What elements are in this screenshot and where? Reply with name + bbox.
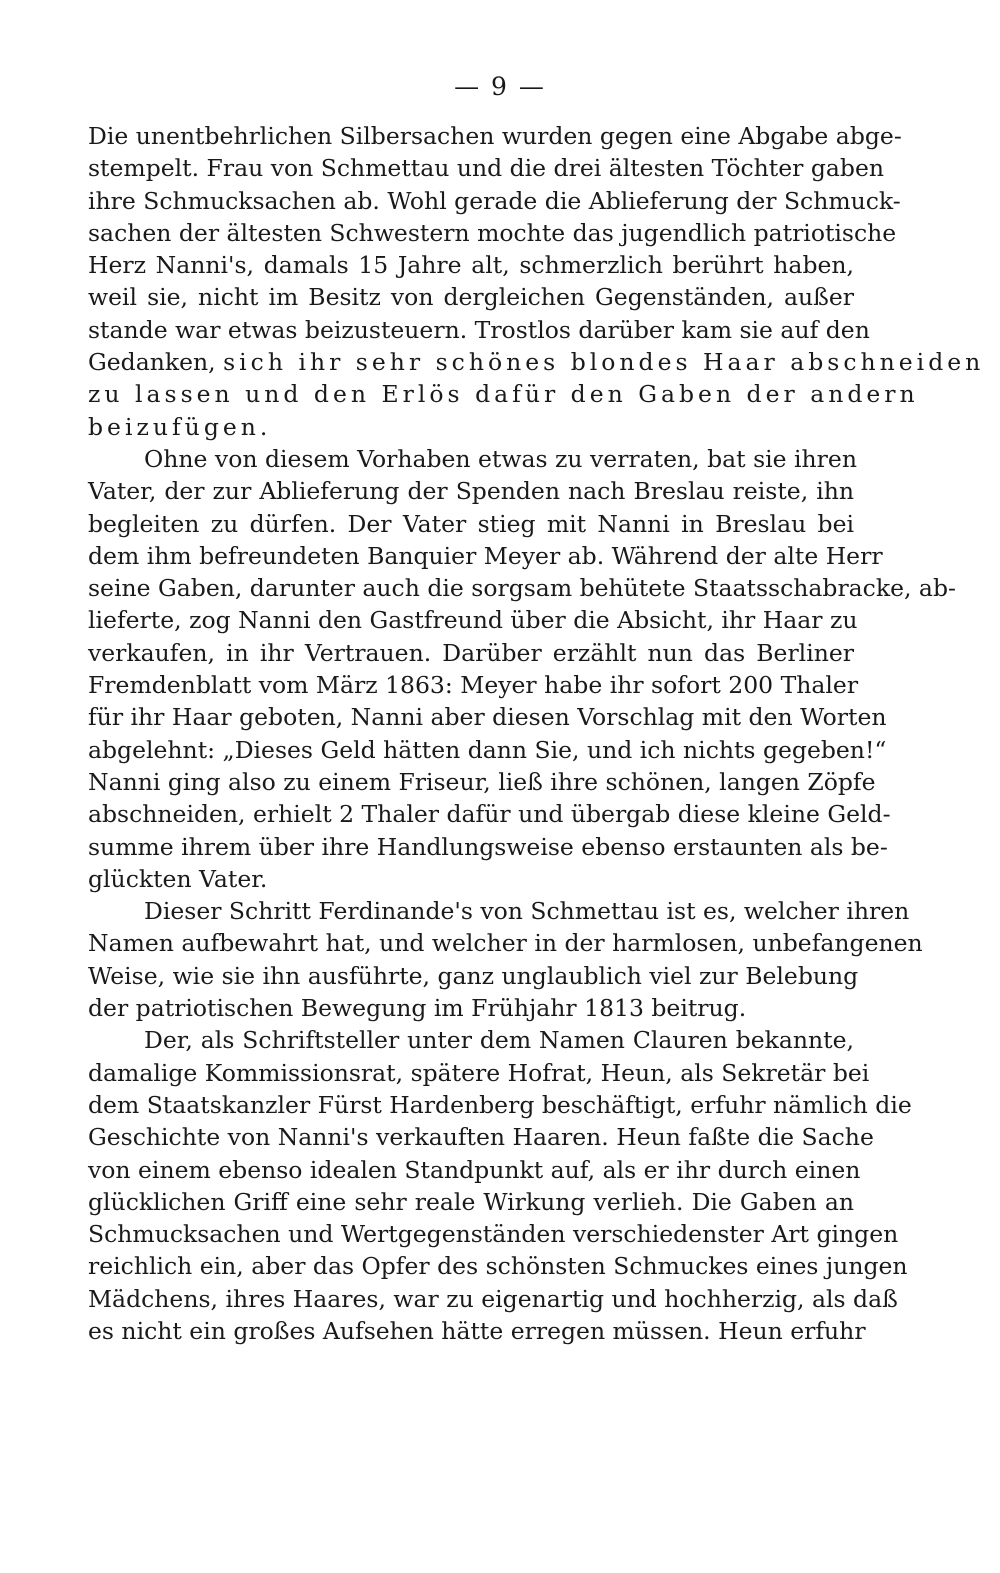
text-line: Weise, wie sie ihn ausführte, ganz unglaublich viel zur Belebung [88, 961, 859, 990]
text-line: abgelehnt: „Dieses Geld hätten dann Sie, und ich nichts gegeben!“ [88, 735, 887, 764]
text-line: dem ihm befreundeten Banquier Meyer ab. Während der alte Herr [88, 541, 883, 570]
text-line: Schmucksachen und Wertgegenständen verschiedenster Art gingen [88, 1220, 899, 1249]
text-line: Mädchens, ihres Haares, war zu eigenartig und hochherzig, als daß [88, 1284, 898, 1313]
text-line: damalige Kommissionsrat, spätere Hofrat, Heun, als Sekretär bei [88, 1058, 870, 1087]
text-line: glückten Vater. [88, 864, 268, 893]
text-line: es nicht ein großes Aufsehen hätte erregen müssen. Heun erfuhr [88, 1316, 866, 1345]
spaced-emphasis-line: beizufügen. [88, 412, 272, 441]
text-line: dem Staatskanzler Fürst Hardenberg beschäftigt, erfuhr nämlich die [88, 1090, 912, 1119]
text-line: der patriotischen Bewegung im Frühjahr 1813 beitrug. [88, 994, 747, 1023]
text-line: stande war etwas beizusteuern. Trostlos darüber kam sie auf den [88, 315, 870, 344]
text-line: Nanni ging also zu einem Friseur, ließ ihre schönen, langen Zöpfe [88, 767, 876, 796]
text-line: verkaufen, in ihr Vertrauen. Darüber erzählt nun das Berliner [88, 638, 854, 667]
spaced-emphasis-line: zu lassen und den Erlös dafür den Gaben der andern [88, 380, 919, 409]
text-line: Die unentbehrlichen Silbersachen wurden gegen eine Abgabe abge- [88, 122, 902, 150]
text-line: begleiten zu dürfen. Der Vater stieg mit Nanni in Breslau bei [88, 509, 854, 538]
text-line: für ihr Haar geboten, Nanni aber diesen Vorschlag mit den Worten [88, 703, 887, 732]
text-line: weil sie, nicht im Besitz von dergleichen Gegenständen, außer [88, 283, 854, 312]
text-line: abschneiden, erhielt 2 Thaler dafür und übergab diese kleine Geld- [88, 800, 891, 829]
text-line [88, 346, 985, 378]
text-span: Gedanken, [88, 348, 216, 377]
text-line: von einem ebenso idealen Standpunkt auf, als er ihr durch einen [88, 1155, 861, 1184]
text-line: reichlich ein, aber das Opfer des schönsten Schmuckes eines jungen [88, 1252, 908, 1281]
text-line: Ohne von diesem Vorhaben etwas zu verraten, bat sie ihren [144, 444, 857, 473]
text-line: summe ihrem über ihre Handlungsweise ebenso erstaunten als be- [88, 832, 888, 861]
text-line: Geschichte von Nanni's verkauften Haaren. Heun faßte die Sache [88, 1123, 874, 1152]
text-line: stempelt. Frau von Schmettau und die drei ältesten Töchter gaben [88, 154, 885, 183]
body-text [88, 120, 985, 1347]
text-line: Herz Nanni's, damals 15 Jahre alt, schmerzlich berührt haben, [88, 251, 854, 280]
spaced-emphasis: sich ihr sehr schönes blondes Haar abschneiden [223, 348, 985, 377]
text-line: Fremdenblatt vom März 1863: Meyer habe ihr sofort 200 Thaler [88, 671, 859, 700]
page-number: — 9 — [454, 72, 546, 101]
text-line: sachen der ältesten Schwestern mochte das jugendlich patriotische [88, 218, 897, 247]
text-line: ihre Schmucksachen ab. Wohl gerade die Ablieferung der Schmuck- [88, 186, 901, 215]
text-line: Dieser Schritt Ferdinande's von Schmettau ist es, welcher ihren [144, 897, 910, 926]
text-line: seine Gaben, darunter auch die sorgsam behütete Staatsschabracke, ab- [88, 574, 956, 603]
text-line: glücklichen Griff eine sehr reale Wirkung verlieh. Die Gaben an [88, 1187, 854, 1216]
text-line: Namen aufbewahrt hat, und welcher in der harmlosen, unbefangenen [88, 929, 923, 958]
text-line: lieferte, zog Nanni den Gastfreund über die Absicht, ihr Haar zu [88, 606, 858, 635]
text-line: Vater, der zur Ablieferung der Spenden nach Breslau reiste, ihn [88, 477, 854, 506]
text-line: Der, als Schriftsteller unter dem Namen Clauren bekannte, [144, 1026, 854, 1055]
